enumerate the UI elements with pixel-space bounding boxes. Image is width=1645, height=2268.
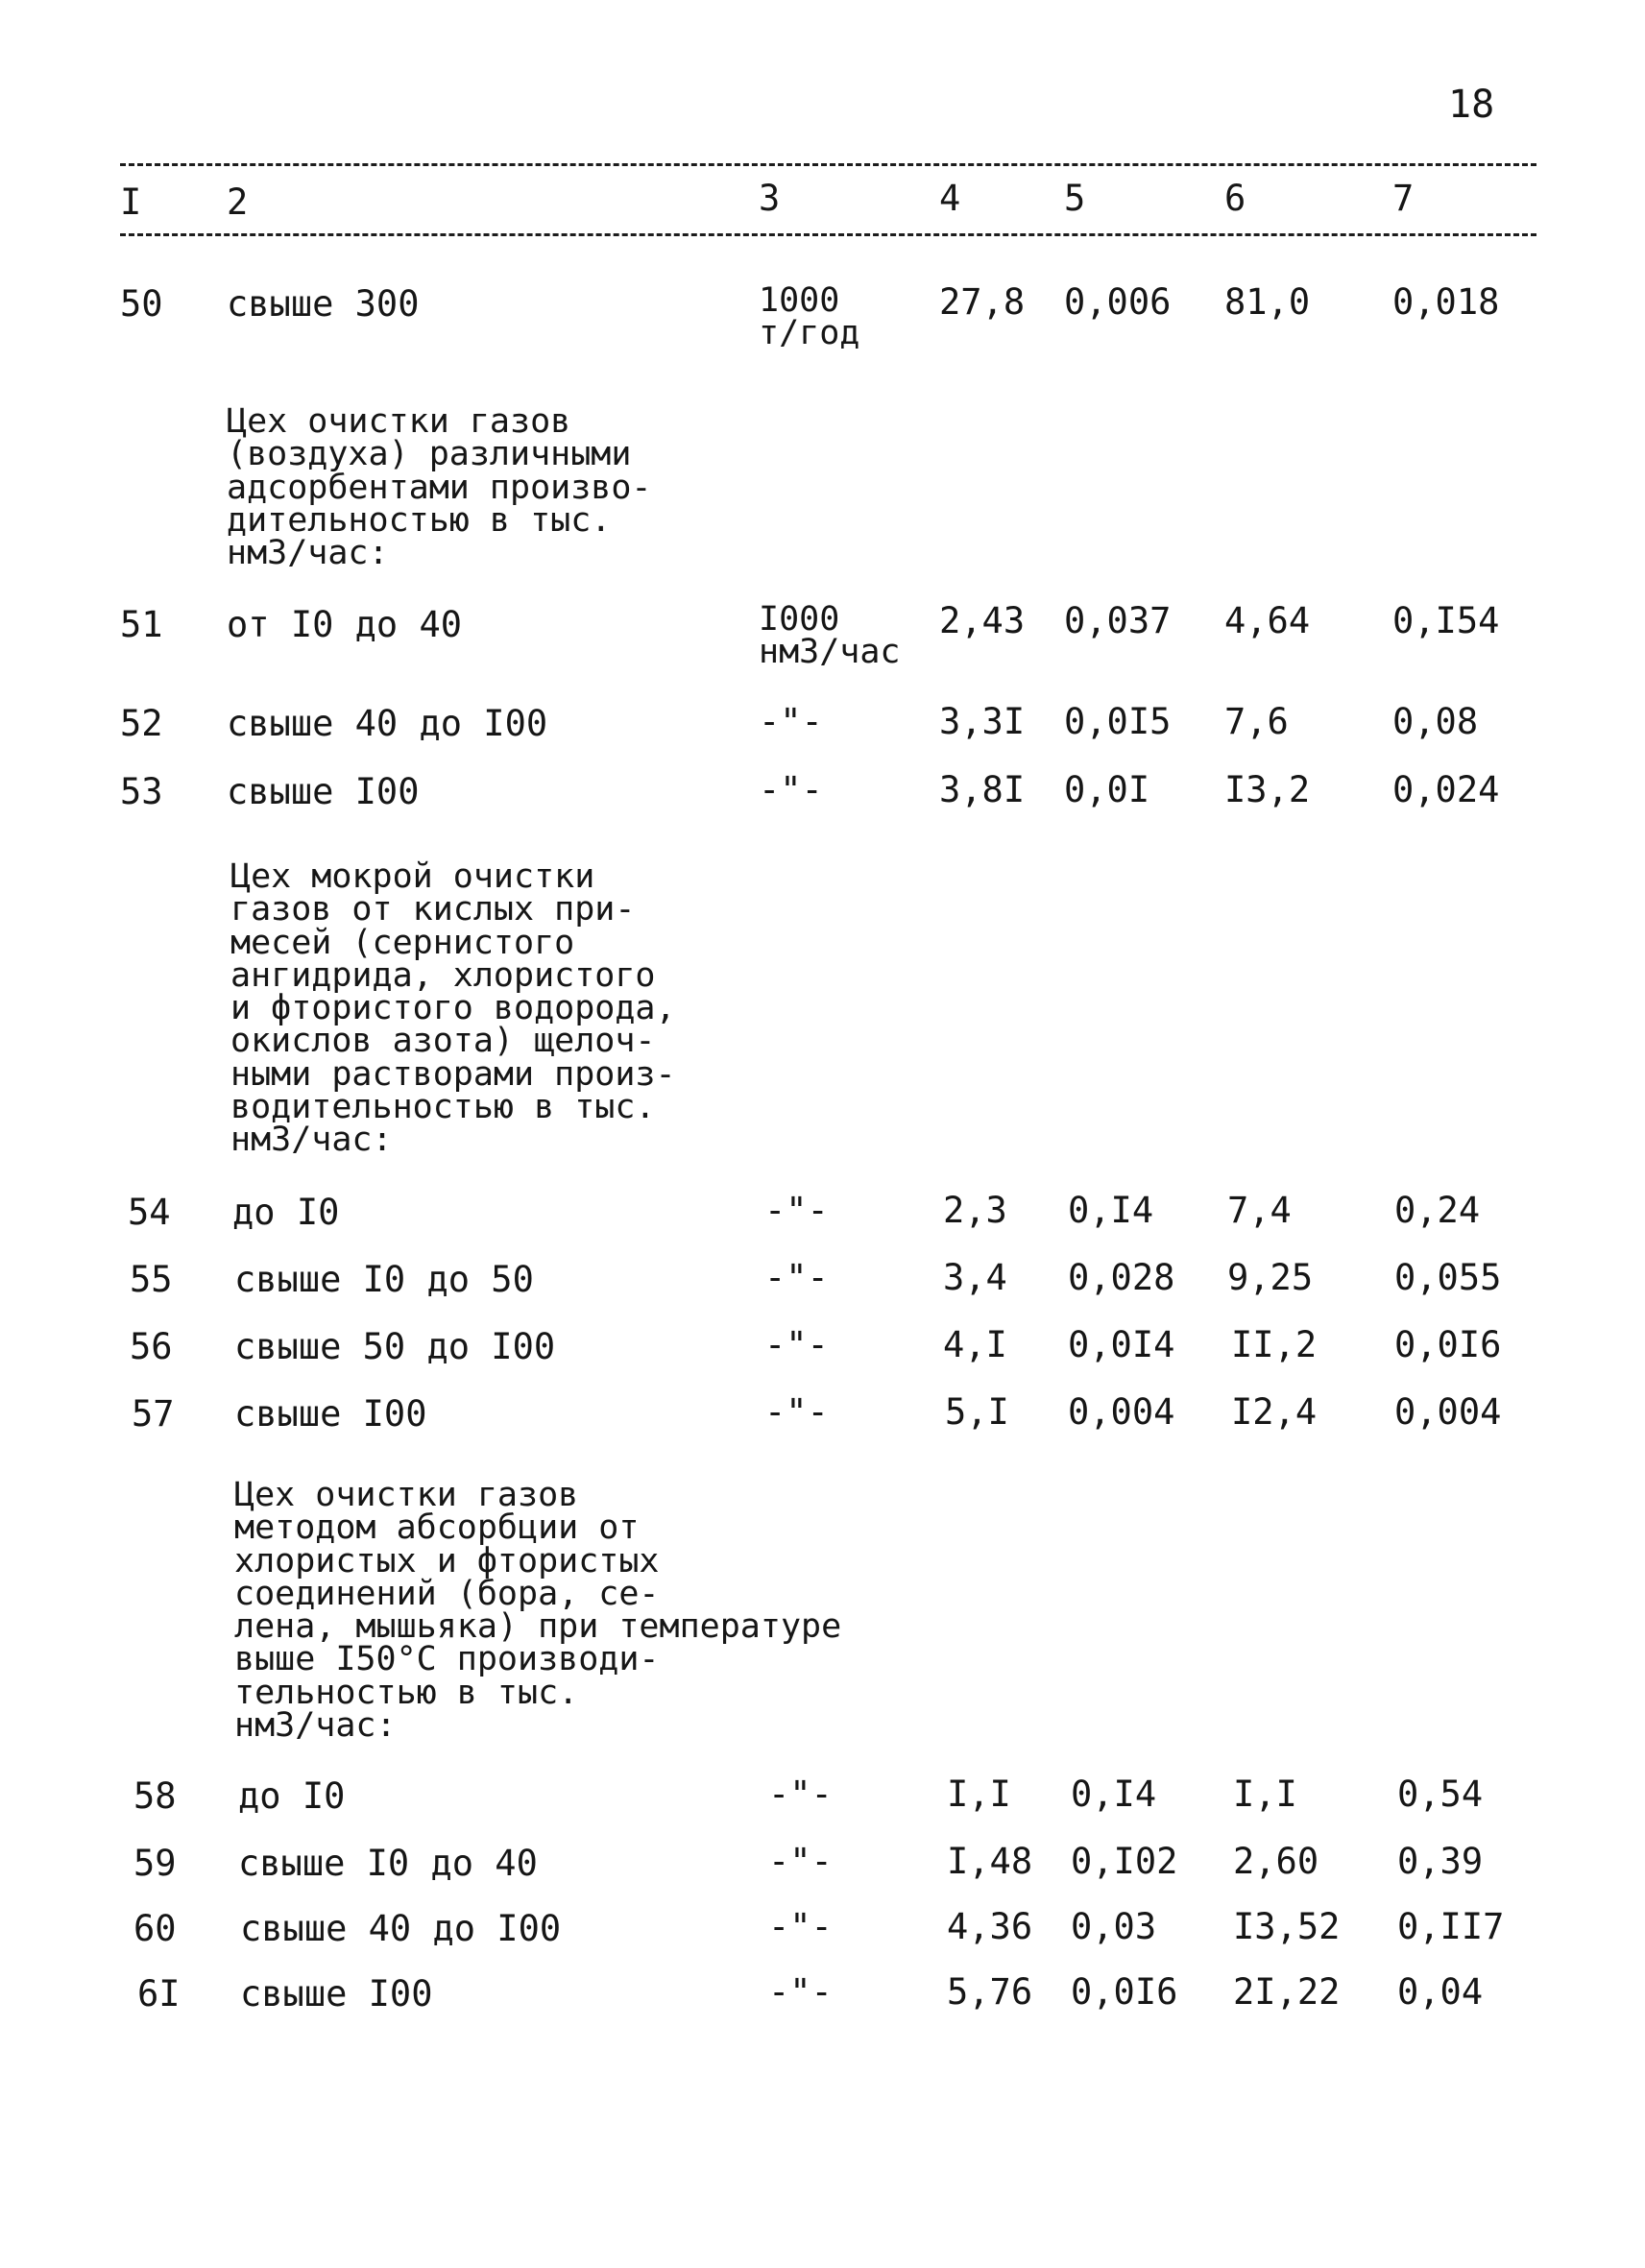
row-value-col5: 0,006 — [1064, 281, 1172, 323]
row-value-col6: I,I — [1233, 1773, 1297, 1815]
row-value-col5: 0,I4 — [1068, 1190, 1154, 1231]
row-name: свыше 50 до I00 — [234, 1326, 556, 1367]
row-name: до I0 — [238, 1775, 346, 1817]
row-unit: -"- — [768, 1841, 833, 1882]
table-header-bottom-rule — [120, 233, 1536, 236]
row-value-col4: 2,3 — [943, 1190, 1007, 1231]
row-value-col4: 4,36 — [947, 1906, 1033, 1947]
row-number: 56 — [130, 1326, 173, 1367]
row-name: свыше I00 — [227, 771, 420, 812]
column-header-5: 5 — [1064, 178, 1086, 219]
row-value-col4: I,48 — [947, 1841, 1033, 1882]
row-number: 53 — [120, 771, 163, 812]
section-heading-wet-cleaning: Цех мокрой очистки газов от кислых при- месей (сернистого ангидрида, хлористого и фтористого водорода, окислов азота) щелоч- ными растворами произ- водительностью в тыс. нм3/час: — [230, 857, 676, 1160]
column-header-4: 4 — [939, 178, 961, 219]
row-value-col7: 0,I54 — [1392, 600, 1500, 641]
section-heading-absorption: Цех очистки газов методом абсорбции от хлористых и фтористых соединений (бора, се- лена, мышьяка) при температуре выше I50°С производи- тельностью в тыс. нм3/час: — [234, 1476, 842, 1746]
row-unit: -"- — [768, 1906, 833, 1947]
row-value-col6: II,2 — [1231, 1324, 1318, 1365]
row-unit: -"- — [768, 1971, 833, 2013]
row-value-col7: 0,055 — [1394, 1257, 1502, 1298]
row-number: 6I — [137, 1973, 181, 2015]
row-value-col5: 0,028 — [1068, 1257, 1175, 1298]
row-name: свыше 40 до I00 — [240, 1908, 562, 1949]
row-unit: -"- — [768, 1773, 833, 1815]
row-value-col7: 0,04 — [1397, 1971, 1484, 2013]
row-value-col4: 5,I — [945, 1391, 1009, 1433]
row-value-col5: 0,0I — [1064, 769, 1150, 810]
row-value-col6: 2,60 — [1233, 1841, 1319, 1882]
row-unit: -"- — [764, 1257, 829, 1298]
column-header-6: 6 — [1224, 178, 1246, 219]
row-value-col5: 0,0I4 — [1068, 1324, 1175, 1365]
row-value-col7: 0,II7 — [1397, 1906, 1505, 1947]
row-unit: 1000 т/год — [759, 281, 860, 353]
row-number: 52 — [120, 703, 163, 744]
column-header-3: 3 — [759, 178, 781, 219]
row-value-col5: 0,004 — [1068, 1391, 1175, 1433]
row-unit: -"- — [764, 1391, 829, 1433]
row-value-col4: 5,76 — [947, 1971, 1033, 2013]
page-number: 18 — [1448, 83, 1495, 127]
row-number: 51 — [120, 604, 163, 645]
row-value-col6: I2,4 — [1231, 1391, 1318, 1433]
row-value-col4: 3,4 — [943, 1257, 1007, 1298]
row-value-col5: 0,I02 — [1071, 1841, 1178, 1882]
row-value-col6: 9,25 — [1227, 1257, 1314, 1298]
row-value-col6: 2I,22 — [1233, 1971, 1341, 2013]
row-value-col6: 4,64 — [1224, 600, 1311, 641]
row-value-col7: 0,08 — [1392, 701, 1479, 742]
section-heading-adsorbent: Цех очистки газов (воздуха) различными адсорбентами произво- дительностью в тыс. нм3/час: — [227, 402, 652, 573]
row-unit: -"- — [759, 701, 823, 742]
row-number: 60 — [133, 1908, 177, 1949]
row-number: 57 — [132, 1393, 175, 1435]
row-name: свыше I00 — [234, 1393, 427, 1435]
row-value-col5: 0,0I5 — [1064, 701, 1172, 742]
row-number: 59 — [133, 1843, 177, 1884]
row-name: свыше 40 до I00 — [227, 703, 548, 744]
row-number: 55 — [130, 1259, 173, 1300]
row-name: от I0 до 40 — [227, 604, 463, 645]
row-number: 50 — [120, 283, 163, 325]
row-unit: I000 нм3/час — [759, 600, 901, 672]
row-value-col7: 0,018 — [1392, 281, 1500, 323]
row-value-col5: 0,0I6 — [1071, 1971, 1178, 2013]
row-value-col7: 0,24 — [1394, 1190, 1481, 1231]
row-value-col6: 7,6 — [1224, 701, 1289, 742]
row-name: свыше I00 — [240, 1973, 433, 2015]
row-value-col6: I3,2 — [1224, 769, 1311, 810]
row-number: 54 — [128, 1192, 171, 1233]
row-name: свыше I0 до 50 — [234, 1259, 534, 1300]
row-value-col4: 27,8 — [939, 281, 1026, 323]
row-name: свыше 300 — [227, 283, 420, 325]
row-unit: -"- — [764, 1324, 829, 1365]
row-name: до I0 — [232, 1192, 340, 1233]
row-number: 58 — [133, 1775, 177, 1817]
row-value-col6: 81,0 — [1224, 281, 1311, 323]
row-value-col5: 0,037 — [1064, 600, 1172, 641]
row-value-col6: 7,4 — [1227, 1190, 1292, 1231]
row-value-col4: 4,I — [943, 1324, 1007, 1365]
row-name: свыше I0 до 40 — [238, 1843, 538, 1884]
row-value-col6: I3,52 — [1233, 1906, 1341, 1947]
column-header-7: 7 — [1392, 178, 1415, 219]
row-value-col4: 3,3I — [939, 701, 1026, 742]
row-value-col7: 0,004 — [1394, 1391, 1502, 1433]
column-header-1: I — [120, 181, 142, 223]
row-unit: -"- — [759, 769, 823, 810]
row-unit: -"- — [764, 1190, 829, 1231]
row-value-col4: 2,43 — [939, 600, 1026, 641]
row-value-col7: 0,024 — [1392, 769, 1500, 810]
row-value-col5: 0,03 — [1071, 1906, 1157, 1947]
row-value-col7: 0,0I6 — [1394, 1324, 1502, 1365]
row-value-col4: 3,8I — [939, 769, 1026, 810]
row-value-col7: 0,54 — [1397, 1773, 1484, 1815]
row-value-col7: 0,39 — [1397, 1841, 1484, 1882]
table-header-top-rule — [120, 163, 1536, 166]
row-value-col4: I,I — [947, 1773, 1011, 1815]
row-value-col5: 0,I4 — [1071, 1773, 1157, 1815]
column-header-2: 2 — [227, 181, 249, 223]
